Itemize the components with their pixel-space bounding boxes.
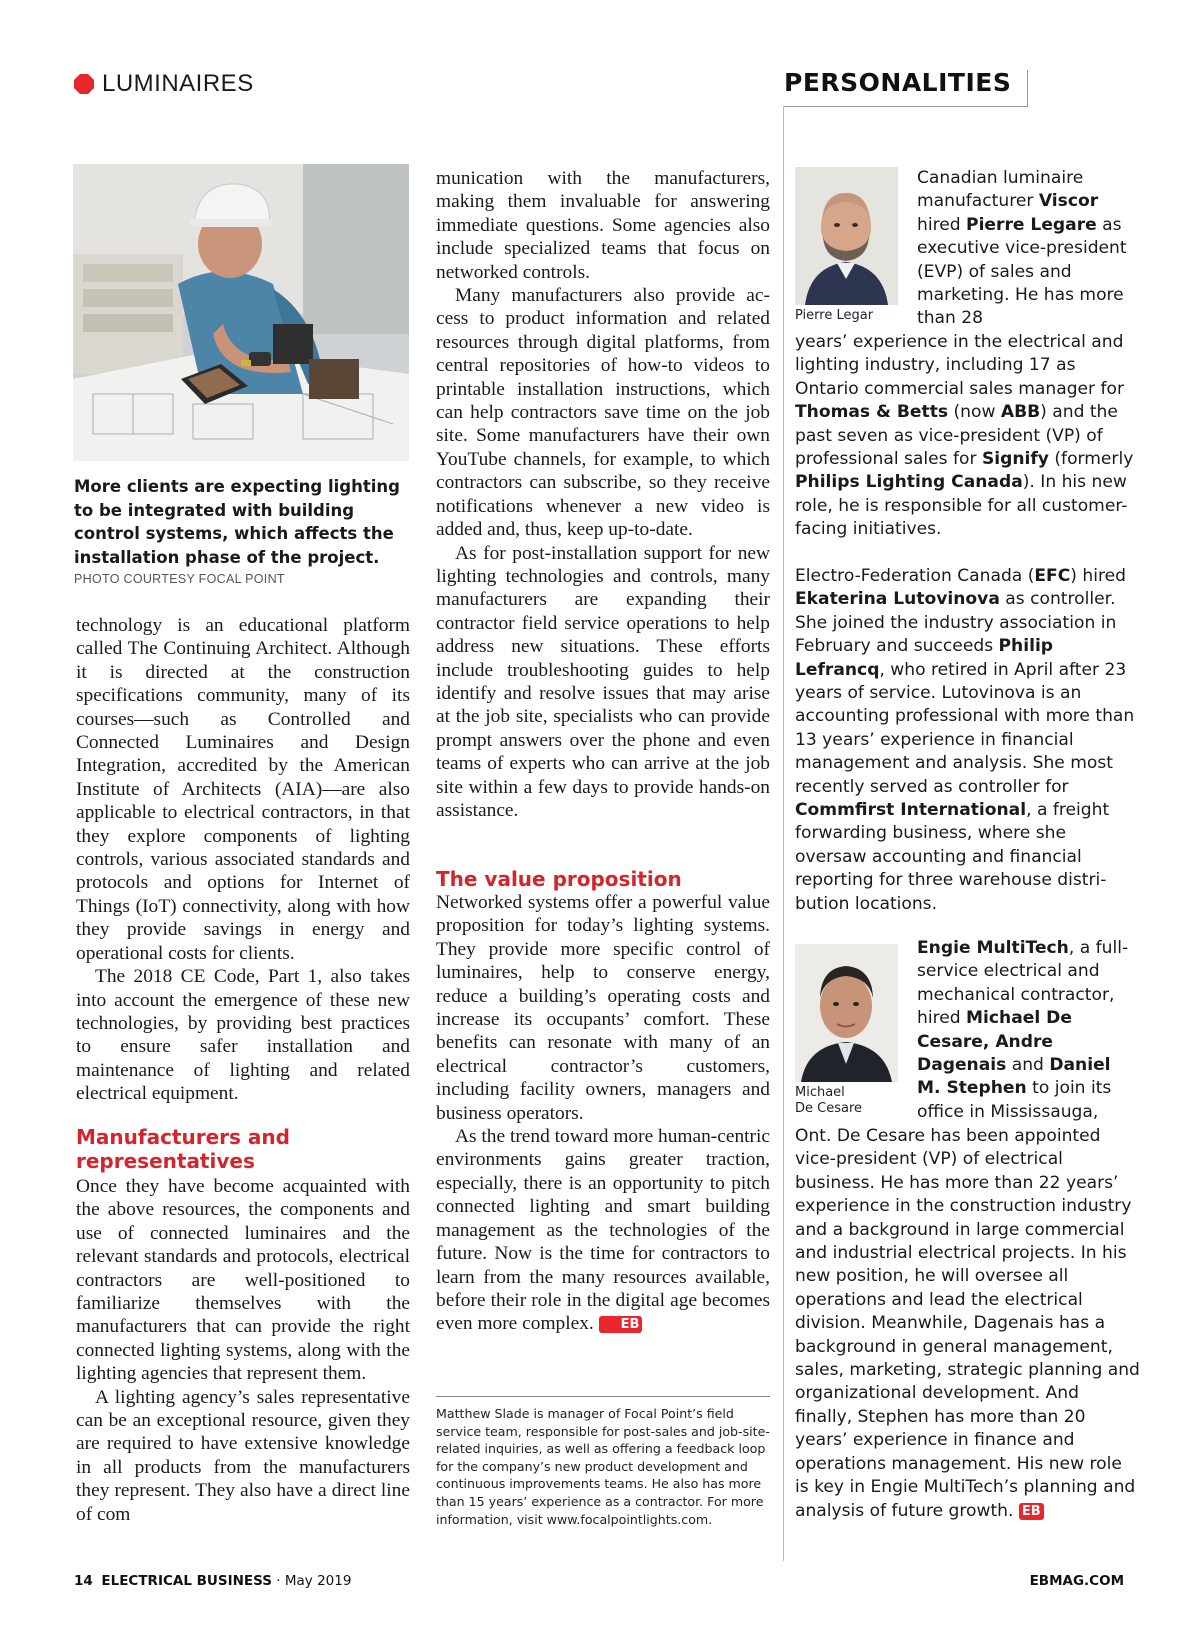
entry-text: Electro-Federation Canada ( [795, 566, 1035, 586]
paragraph [436, 1125, 770, 1336]
headshot-caption: Pierre Legar [795, 308, 874, 323]
section-title: LUMINAIRES [102, 70, 254, 97]
person-name: Ekaterina Lutovinova [795, 589, 1000, 610]
entry-text: Canadian luminaire manufacturer [917, 168, 1084, 212]
company-name: Engie MultiTech [917, 938, 1069, 958]
person-name: Michael De Cesare, Andre Dagenais [917, 1008, 1072, 1076]
issue-date: · May 2019 [272, 1573, 352, 1589]
paragraph: munication with the manufacturers, making them invaluable for answering immediate questions. Some agencies also include specialized teams that focus on networked controls. [436, 168, 770, 283]
headshot-photo [795, 944, 898, 1082]
article-column-1 [76, 614, 410, 1106]
subheading [76, 1125, 410, 1173]
divider [1027, 70, 1028, 107]
headshot-caption [795, 1085, 862, 1117]
article-column-1-continued [76, 1175, 410, 1526]
personality-entry [917, 167, 1132, 331]
photo-caption: More clients are expecting lighting to be integrated with building control systems, which affects the installation phase of the project. [74, 477, 400, 567]
entry-text: hired [917, 214, 967, 235]
page-number: 14 [74, 1573, 93, 1589]
column-divider [783, 106, 784, 1561]
person-name: Pierre Legare [966, 214, 1097, 235]
photo-credit: PHOTO COURTESY FOCAL POINT [74, 572, 285, 586]
entry-text: Ont. De Cesare has been appointed vice-president (VP) of electrical business. He has more than 22 years’ experience in the construction industry and a background in large commercial and industrial electrical projects. In his new position, he will oversee all operations and lead the electrical division. Meanwhile, Dagenais has a background in general management, sales, marketing, strategic planning and organizational development. And finally, Stephen has more than 20 years’ experience in finance and operations management. His new role is key in Engie MultiTech’s planning and analysis of future growth. [795, 1126, 1140, 1521]
paragraph: The 2018 CE Code, Part 1, also takes into account the emergence of these new technologies, by providing best practices to ensure safer installation and maintenance of lighting and related electrical equipment. [76, 966, 410, 1105]
caption-line: Michael [795, 1085, 845, 1100]
entry-text: to join its office in Mississauga, [917, 1078, 1112, 1122]
paragraph: technology is an educational platform called The Continuing Architect. Although it is directed at the construction specifications community, many of its courses—such as Controlled and Connected Luminaires and Design Integration, accredited by the American Institute of Architects (AIA)—are also applicable to electrical contractors, in that they explore components of lighting controls, various associated standards and protocols and options for Internet of Things (IoT) connectivity, along with how they provide savings in energy and operational costs for clients. [76, 615, 410, 964]
magazine-name: ELECTRICAL BUSINESS [101, 1573, 272, 1589]
paragraph-text: As the trend toward more human-centric environments gains greater traction, especially, there is an opportunity to pitch connected lighting and smart building management as the technologies of the future. Now is the time for contractors to learn from the many resources available, before their role in the digital age becomes even more complex. [436, 1126, 770, 1335]
entry-text: (formerly [1048, 449, 1134, 470]
entry-text: (now [948, 402, 1001, 423]
entry-text: ). In his new role, he is responsible for all customer-facing initiatives. [795, 472, 1128, 540]
caption-line: De Cesare [795, 1101, 863, 1116]
section-label [74, 70, 254, 98]
company-name: Philips Lighting Canada [795, 472, 1023, 493]
paragraph: Once they have become acquainted with the above resources, the components and use of connected luminaires and the relevant standards and protocols, electrical contractors are well-positioned to familiarize themselves with the manufacturers that can provide the right connected lighting systems, along with the lighting agencies that represent them. [76, 1176, 410, 1385]
article-column-2-continued [436, 891, 770, 1336]
company-name: Viscor [1038, 191, 1099, 212]
paragraph: A lighting agency’s sales representative can be an exceptional resource, given they are required to have extensive knowledge in all products from the manufacturers they represent. They also have a direct line of com [76, 1386, 410, 1525]
entry-text: ) hired [1070, 566, 1126, 586]
eb-end-icon: EB [599, 1316, 643, 1333]
personality-entry [795, 565, 1140, 916]
author-bio: Matthew Slade is manager of Focal Point’s field service team, responsible for post-sales and job-site-related inquiries, as well as offering a feedback loop for the company’s new product development and continuous improvements teams. He also has more than 15 years’ experience as a contractor. For more information, visit www.focalpointlights.com. [436, 1396, 770, 1528]
subheading: The value proposition [436, 867, 682, 891]
company-name: Commfirst International [795, 800, 1027, 821]
headshot-photo [795, 167, 898, 305]
entry-text: as executive vice-president (EVP) of sales and marketing. He has more than 28 [917, 214, 1127, 329]
paragraph: Many manufacturers also provide access to product information and related resources through digital platforms, from central repositories of how-to videos to printable installation instructions, which can help contractors save time on the job site. Some manufacturers have their own YouTube channels, for example, to which contractors can subscribe, so they receive notifications whenever a new video is added and, thus, keep up-to-date. [436, 285, 770, 541]
company-name: ABB [1000, 402, 1041, 423]
construction-worker-photo [73, 164, 409, 461]
personality-entry-continued [795, 1125, 1140, 1523]
divider [784, 106, 1028, 107]
entry-text: , who retired in April after 23 years of service. Lutovinova is an accounting professional with more than 13 years’ experience in financial management and analysis. She most recently served as controller for [795, 659, 1135, 797]
footer-folio [74, 1573, 351, 1589]
subheading-line: Manufacturers and [76, 1125, 290, 1149]
subheading-line: representatives [76, 1149, 255, 1173]
entry-text: ) and the past seven as vice-president (VP) of professional sales for [795, 402, 1118, 470]
entry-text: as controller. She joined the industry association in February and succeeds [795, 589, 1117, 657]
person-name: Philip Lefrancq [795, 636, 1054, 680]
octagon-icon [74, 74, 94, 94]
entry-text: and [1006, 1055, 1050, 1076]
entry-text: , a freight forwarding business, where she oversaw accounting and financial reporting for three warehouse distribution locations. [795, 800, 1110, 914]
paragraph: As for post-installation support for new lighting technologies and controls, many manufacturers are expanding their contractor field service operations to help address new situations. These efforts include troubleshooting guides to help identify and resolve issues that may arise at the job site, specialists who can provide prompt answers over the phone and even teams of experts who can arrive at the job site within a few days to provide hands-on assistance. [436, 542, 770, 821]
company-name: EFC [1034, 566, 1071, 586]
paragraph: Networked systems offer a powerful value proposition for today’s lighting systems. They provide more specific control of luminaires, help to conserve energy, reduce a building’s operating costs and increase its occupants’ comfort. These benefits can resonate with many of an electrical contractor’s customers, including facility owners, managers and business operators. [436, 892, 770, 1124]
entry-text: years’ experience in the electrical and lighting industry, including 17 as Ontario commercial sales manager for [795, 332, 1125, 399]
person-name: Daniel M. Stephen [917, 1055, 1111, 1099]
entry-text: , a full-service electrical and mechanical contractor, hired [917, 938, 1129, 1029]
article-column-2 [436, 167, 770, 822]
personality-entry [917, 937, 1137, 1124]
company-name: Thomas & Betts [795, 402, 949, 423]
footer-website[interactable]: EBMAG.COM [1029, 1573, 1124, 1589]
personalities-title: PERSONALITIES [784, 68, 1012, 97]
company-name: Signify [981, 449, 1049, 470]
eb-end-icon: EB [1019, 1503, 1044, 1520]
personality-entry-continued [795, 331, 1135, 542]
